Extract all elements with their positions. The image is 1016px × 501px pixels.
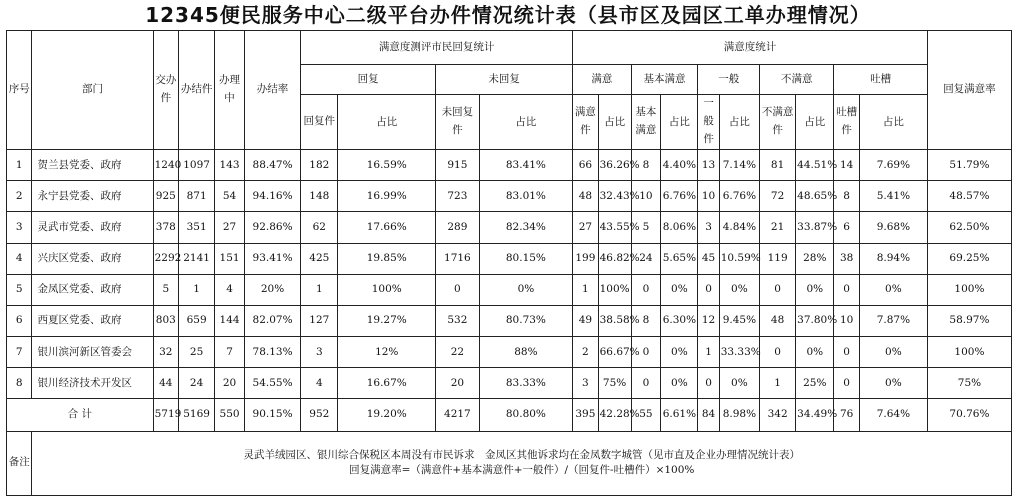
total-basic-ratio: 6.61%: [661, 399, 698, 431]
row-not-replied-ratio: 83.41%: [479, 150, 572, 181]
table-row: [7, 337, 1012, 368]
row-replied-ratio: 17.66%: [338, 212, 436, 243]
header-unsatisfied-count: 不满意件: [760, 95, 796, 150]
header-unsatisfied: 不满意: [760, 65, 834, 95]
header-dept: 部门: [32, 31, 153, 150]
header-average-count: 一般件: [698, 95, 719, 150]
page-title: 12345便民服务中心二级平台办件情况统计表（县市区及园区工单办理情况）: [145, 3, 871, 27]
total-in-progress: 550: [215, 399, 245, 431]
total-not-replied: 4217: [436, 399, 480, 431]
row-not-replied-ratio: 80.73%: [479, 305, 572, 336]
row-received: 32: [153, 337, 178, 368]
header-received: 交办件: [153, 31, 178, 150]
row-in-progress: 151: [215, 243, 245, 274]
row-satisfied-ratio: 36.26%: [598, 150, 631, 181]
row-dept: 西夏区党委、政府: [32, 305, 153, 336]
row-replied: 425: [301, 243, 338, 274]
row-replied-ratio: 12%: [338, 337, 436, 368]
row-rate: 100%: [927, 337, 1011, 368]
row-average-ratio: 0%: [719, 368, 759, 399]
total-satisfied-ratio: 42.28%: [598, 399, 631, 431]
row-complaint: 14: [834, 150, 859, 181]
row-average: 0: [698, 368, 719, 399]
row-done: 871: [179, 181, 215, 212]
row-not-replied: 0: [436, 274, 480, 305]
row-unsatisfied: 81: [760, 150, 796, 181]
row-rate: 75%: [927, 368, 1011, 399]
row-done: 659: [179, 305, 215, 336]
statistics-table: [6, 30, 1012, 496]
header-in-progress: 办理中: [215, 31, 245, 150]
row-in-progress: 4: [215, 274, 245, 305]
row-done-rate: 92.86%: [244, 212, 300, 243]
row-complaint: 0: [834, 368, 859, 399]
row-not-replied: 532: [436, 305, 480, 336]
header-complaint: 吐槽: [834, 65, 928, 95]
total-basic: 55: [631, 399, 661, 431]
header-basic-count: 基本满意: [631, 95, 661, 150]
row-not-replied: 915: [436, 150, 480, 181]
row-done-rate: 94.16%: [244, 181, 300, 212]
row-dept: 贺兰县党委、政府: [32, 150, 153, 181]
row-not-replied: 723: [436, 181, 480, 212]
header-complaint-ratio: 占比: [859, 95, 927, 150]
header-satisfied-ratio: 占比: [598, 95, 631, 150]
row-complaint-ratio: 7.69%: [859, 150, 927, 181]
row-replied: 127: [301, 305, 338, 336]
total-satisfied: 395: [573, 399, 598, 431]
row-rate: 69.25%: [927, 243, 1011, 274]
table-row: [7, 274, 1012, 305]
row-complaint-ratio: 0%: [859, 337, 927, 368]
row-received: 378: [153, 212, 178, 243]
row-dept: 永宁县党委、政府: [32, 181, 153, 212]
row-basic-ratio: 5.65%: [661, 243, 698, 274]
row-replied-ratio: 19.27%: [338, 305, 436, 336]
row-average-ratio: 0%: [719, 274, 759, 305]
row-replied-ratio: 19.85%: [338, 243, 436, 274]
row-unsatisfied: 48: [760, 305, 796, 336]
row-satisfied-ratio: 38.58%: [598, 305, 631, 336]
row-done: 2141: [179, 243, 215, 274]
total-complaint: 76: [834, 399, 859, 431]
header-not-replied-count: 未回复件: [436, 95, 480, 150]
row-dept: 银川经济技术开发区: [32, 368, 153, 399]
row-unsatisfied-ratio: 0%: [796, 274, 834, 305]
row-replied-ratio: 16.59%: [338, 150, 436, 181]
row-in-progress: 54: [215, 181, 245, 212]
row-complaint-ratio: 5.41%: [859, 181, 927, 212]
row-average-ratio: 33.33%: [719, 337, 759, 368]
row-basic: 10: [631, 181, 661, 212]
row-not-replied: 1716: [436, 243, 480, 274]
row-basic-ratio: 6.30%: [661, 305, 698, 336]
total-label: 合 计: [7, 399, 154, 431]
row-in-progress: 20: [215, 368, 245, 399]
row-rate: 58.97%: [927, 305, 1011, 336]
row-basic: 24: [631, 243, 661, 274]
header-done: 办结件: [179, 31, 215, 150]
row-unsatisfied-ratio: 48.65%: [796, 181, 834, 212]
row-satisfied-ratio: 75%: [598, 368, 631, 399]
row-in-progress: 144: [215, 305, 245, 336]
total-average-ratio: 8.98%: [719, 399, 759, 431]
table-row: [7, 181, 1012, 212]
row-satisfied: 3: [573, 368, 598, 399]
row-not-replied-ratio: 83.33%: [479, 368, 572, 399]
row-average-ratio: 4.84%: [719, 212, 759, 243]
row-satisfied: 66: [573, 150, 598, 181]
row-satisfied-ratio: 43.55%: [598, 212, 631, 243]
row-in-progress: 143: [215, 150, 245, 181]
row-unsatisfied-ratio: 44.51%: [796, 150, 834, 181]
row-done-rate: 20%: [244, 274, 300, 305]
row-received: 5: [153, 274, 178, 305]
row-satisfied-ratio: 100%: [598, 274, 631, 305]
row-average-ratio: 10.59%: [719, 243, 759, 274]
row-replied: 148: [301, 181, 338, 212]
row-received: 2292: [153, 243, 178, 274]
total-row: [7, 399, 1012, 431]
row-satisfied: 199: [573, 243, 598, 274]
row-done-rate: 82.07%: [244, 305, 300, 336]
row-unsatisfied: 1: [760, 368, 796, 399]
row-not-replied-ratio: 83.01%: [479, 181, 572, 212]
row-done: 1: [179, 274, 215, 305]
row-complaint: 0: [834, 337, 859, 368]
row-complaint-ratio: 0%: [859, 274, 927, 305]
total-average: 84: [698, 399, 719, 431]
row-satisfied-ratio: 46.82%: [598, 243, 631, 274]
row-not-replied-ratio: 0%: [479, 274, 572, 305]
row-not-replied-ratio: 82.34%: [479, 212, 572, 243]
notes-label: 备注: [7, 431, 32, 495]
row-unsatisfied: 72: [760, 181, 796, 212]
row-basic-ratio: 0%: [661, 368, 698, 399]
row-basic-ratio: 0%: [661, 337, 698, 368]
row-dept: 银川滨河新区管委会: [32, 337, 153, 368]
row-seq: 1: [7, 150, 32, 181]
total-replied-ratio: 19.20%: [338, 399, 436, 431]
row-satisfied: 27: [573, 212, 598, 243]
row-seq: 8: [7, 368, 32, 399]
row-done-rate: 88.47%: [244, 150, 300, 181]
total-replied: 952: [301, 399, 338, 431]
table-row: [7, 368, 1012, 399]
row-done: 1097: [179, 150, 215, 181]
row-average: 13: [698, 150, 719, 181]
header-satisfied-count: 满意件: [573, 95, 598, 150]
row-unsatisfied: 0: [760, 274, 796, 305]
row-unsatisfied-ratio: 37.80%: [796, 305, 834, 336]
row-satisfied-ratio: 32.43%: [598, 181, 631, 212]
row-replied: 4: [301, 368, 338, 399]
row-rate: 48.57%: [927, 181, 1011, 212]
row-average-ratio: 6.76%: [719, 181, 759, 212]
total-done-rate: 90.15%: [244, 399, 300, 431]
row-done: 351: [179, 212, 215, 243]
row-unsatisfied-ratio: 0%: [796, 337, 834, 368]
row-satisfied: 1: [573, 274, 598, 305]
row-not-replied-ratio: 88%: [479, 337, 572, 368]
row-unsatisfied-ratio: 25%: [796, 368, 834, 399]
row-rate: 100%: [927, 274, 1011, 305]
row-dept: 兴庆区党委、政府: [32, 243, 153, 274]
row-satisfied: 49: [573, 305, 598, 336]
row-replied-ratio: 16.99%: [338, 181, 436, 212]
row-complaint: 6: [834, 212, 859, 243]
row-seq: 6: [7, 305, 32, 336]
row-replied: 62: [301, 212, 338, 243]
row-not-replied: 289: [436, 212, 480, 243]
total-unsatisfied: 342: [760, 399, 796, 431]
header-basic-ratio: 占比: [661, 95, 698, 150]
row-seq: 7: [7, 337, 32, 368]
header-survey-group: 满意度测评市民回复统计: [301, 31, 573, 65]
header-basic-satisfied: 基本满意: [631, 65, 698, 95]
row-average: 12: [698, 305, 719, 336]
table-row: [7, 150, 1012, 181]
table-body: [7, 31, 1012, 496]
row-complaint-ratio: 7.87%: [859, 305, 927, 336]
row-complaint-ratio: 8.94%: [859, 243, 927, 274]
row-done: 25: [179, 337, 215, 368]
row-not-replied: 22: [436, 337, 480, 368]
notes-content: [32, 431, 1012, 495]
row-seq: 5: [7, 274, 32, 305]
header-complaint-count: 吐槽件: [834, 95, 859, 150]
header-satisfaction-group: 满意度统计: [573, 31, 928, 65]
row-dept: 灵武市党委、政府: [32, 212, 153, 243]
row-basic-ratio: 0%: [661, 274, 698, 305]
row-basic: 0: [631, 337, 661, 368]
row-replied-ratio: 16.67%: [338, 368, 436, 399]
header-average: 一般: [698, 65, 760, 95]
row-done-rate: 78.13%: [244, 337, 300, 368]
row-complaint: 38: [834, 243, 859, 274]
header-satisfied: 满意: [573, 65, 631, 95]
header-done-rate: 办结率: [244, 31, 300, 150]
row-basic: 0: [631, 274, 661, 305]
header-replied-count: 回复件: [301, 95, 338, 150]
row-basic-ratio: 8.06%: [661, 212, 698, 243]
row-basic-ratio: 6.76%: [661, 181, 698, 212]
row-replied-ratio: 100%: [338, 274, 436, 305]
row-unsatisfied: 119: [760, 243, 796, 274]
row-satisfied-ratio: 66.67%: [598, 337, 631, 368]
row-done: 24: [179, 368, 215, 399]
row-received: 803: [153, 305, 178, 336]
row-unsatisfied: 0: [760, 337, 796, 368]
row-rate: 62.50%: [927, 212, 1011, 243]
row-done-rate: 54.55%: [244, 368, 300, 399]
notes-line-2: 回复满意率=（满意件+基本满意件+一般件）/（回复件-吐槽件）×100%: [349, 464, 695, 477]
row-basic: 8: [631, 150, 661, 181]
row-not-replied: 20: [436, 368, 480, 399]
notes-row: [7, 431, 1012, 495]
row-satisfied: 2: [573, 337, 598, 368]
header-average-ratio: 占比: [719, 95, 759, 150]
row-average-ratio: 7.14%: [719, 150, 759, 181]
row-replied: 182: [301, 150, 338, 181]
row-seq: 4: [7, 243, 32, 274]
row-basic-ratio: 4.40%: [661, 150, 698, 181]
row-rate: 51.79%: [927, 150, 1011, 181]
table-row: [7, 212, 1012, 243]
header-not-replied-ratio: 占比: [479, 95, 572, 150]
row-basic: 8: [631, 305, 661, 336]
row-average-ratio: 9.45%: [719, 305, 759, 336]
row-unsatisfied-ratio: 28%: [796, 243, 834, 274]
row-seq: 2: [7, 181, 32, 212]
row-in-progress: 7: [215, 337, 245, 368]
total-done: 5169: [179, 399, 215, 431]
row-basic: 0: [631, 368, 661, 399]
table-row: [7, 305, 1012, 336]
row-in-progress: 27: [215, 212, 245, 243]
header-not-replied: 未回复: [436, 65, 573, 95]
header-row-1: [7, 31, 1012, 65]
total-complaint-ratio: 7.64%: [859, 399, 927, 431]
total-unsatisfied-ratio: 34.49%: [796, 399, 834, 431]
header-replied: 回复: [301, 65, 436, 95]
header-reply-satisfaction-rate: 回复满意率: [927, 31, 1011, 150]
row-replied: 3: [301, 337, 338, 368]
header-seq: 序号: [7, 31, 32, 150]
notes-line-1: 灵武羊绒园区、银川综合保税区本周没有市民诉求 金凤区其他诉求均在金凤数字城管（见市直及企业办理情况统计表）: [243, 449, 800, 462]
row-average: 1: [698, 337, 719, 368]
row-done-rate: 93.41%: [244, 243, 300, 274]
row-average: 3: [698, 212, 719, 243]
row-complaint-ratio: 0%: [859, 368, 927, 399]
row-basic: 5: [631, 212, 661, 243]
row-complaint: 0: [834, 274, 859, 305]
row-complaint: 8: [834, 181, 859, 212]
row-received: 925: [153, 181, 178, 212]
row-received: 44: [153, 368, 178, 399]
row-unsatisfied-ratio: 33.87%: [796, 212, 834, 243]
total-received: 5719: [153, 399, 178, 431]
total-not-replied-ratio: 80.80%: [479, 399, 572, 431]
row-received: 1240: [153, 150, 178, 181]
row-unsatisfied: 21: [760, 212, 796, 243]
row-average: 10: [698, 181, 719, 212]
row-seq: 3: [7, 212, 32, 243]
row-satisfied: 48: [573, 181, 598, 212]
row-dept: 金凤区党委、政府: [32, 274, 153, 305]
row-not-replied-ratio: 80.15%: [479, 243, 572, 274]
table-row: [7, 243, 1012, 274]
row-average: 0: [698, 274, 719, 305]
row-replied: 1: [301, 274, 338, 305]
total-rate: 70.76%: [927, 399, 1011, 431]
header-unsatisfied-ratio: 占比: [796, 95, 834, 150]
header-replied-ratio: 占比: [338, 95, 436, 150]
row-average: 45: [698, 243, 719, 274]
row-complaint-ratio: 9.68%: [859, 212, 927, 243]
row-complaint: 10: [834, 305, 859, 336]
